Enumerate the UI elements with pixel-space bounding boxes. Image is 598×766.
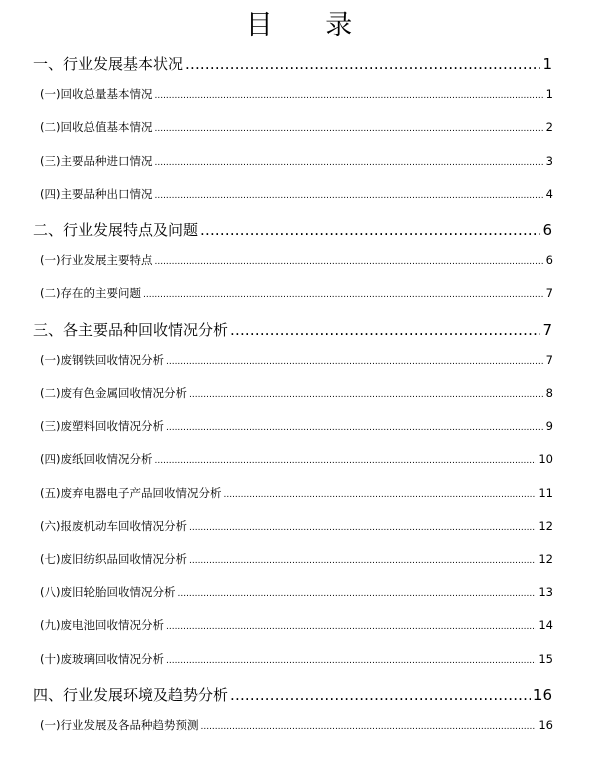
toc-dot-leader [154, 456, 536, 466]
toc-entry-number: (四) [40, 452, 61, 467]
toc-entry-number: 二、 [33, 221, 64, 239]
toc-page-number: 12 [538, 552, 553, 566]
toc-section-entry[interactable] [40, 584, 553, 600]
toc-page-number: 13 [538, 585, 553, 600]
toc-page-number: 6 [545, 253, 553, 268]
toc-entry-number: 三、 [33, 320, 64, 339]
toc-entry-number: (二) [40, 120, 61, 135]
toc-section-entry[interactable] [40, 485, 553, 501]
toc-entry-number: 一、 [33, 55, 64, 73]
toc-dot-leader [154, 191, 543, 201]
toc-section-entry[interactable] [40, 617, 553, 633]
toc-page-number: 15 [538, 651, 553, 666]
toc-entry-number: (六) [40, 518, 61, 533]
toc-dot-leader [189, 390, 544, 400]
toc-dot-leader [166, 622, 536, 632]
toc-section-entry[interactable] [40, 86, 553, 102]
toc-page-number: 6 [542, 221, 552, 239]
toc-entry-text: 行业发展基本状况 [63, 55, 184, 73]
toc-page-number: 9 [545, 419, 553, 434]
toc-entry-text: 主要品种进口情况 [60, 153, 153, 168]
toc-dot-leader [230, 321, 540, 339]
toc-dot-leader [230, 686, 531, 704]
toc-page-number: 8 [545, 386, 553, 400]
toc-section-entry[interactable] [40, 551, 553, 567]
toc-entry-number: (三) [40, 419, 61, 434]
toc-entry-text: 废弃电器电子产品回收情况分析 [60, 485, 222, 500]
toc-entry-text: 报废机动车回收情况分析 [60, 518, 187, 533]
toc-page-number: 3 [545, 153, 553, 168]
toc-dot-leader [185, 55, 540, 73]
toc-chapter-entry[interactable] [33, 319, 552, 340]
toc-chapter-entry[interactable] [33, 219, 552, 240]
toc-entry-number: (二) [40, 286, 61, 301]
toc-page-number: 14 [538, 618, 553, 633]
toc-dot-leader [189, 523, 536, 533]
toc-entry-text: 废旧轮胎回收情况分析 [60, 585, 176, 600]
toc-entry-text: 行业发展及各品种趋势预测 [60, 718, 199, 732]
toc-page-number: 7 [542, 320, 552, 339]
toc-entry-text: 废有色金属回收情况分析 [60, 386, 187, 400]
toc-dot-leader [200, 722, 536, 732]
toc-entry-text: 废玻璃回收情况分析 [60, 651, 164, 666]
toc-chapter-entry[interactable] [33, 53, 552, 74]
toc-section-entry[interactable] [40, 385, 553, 401]
toc-section-entry[interactable] [40, 252, 553, 268]
toc-entry-number: (五) [40, 485, 61, 500]
toc-entry-number: (一) [40, 718, 61, 732]
toc-entry-text: 废旧纺织品回收情况分析 [60, 552, 187, 566]
toc-entry-text: 行业发展特点及问题 [63, 221, 199, 239]
toc-entry-text: 存在的主要问题 [60, 286, 141, 301]
toc-dot-leader [154, 91, 543, 101]
toc-dot-leader [189, 556, 536, 566]
toc-dot-leader [177, 589, 536, 599]
toc-page-number: 11 [538, 485, 553, 500]
toc-entry-text: 主要品种出口情况 [60, 186, 153, 201]
toc-section-entry[interactable] [40, 153, 553, 169]
toc-entry-text: 行业发展环境及趋势分析 [63, 685, 229, 704]
toc-entry-number: (一) [40, 87, 61, 102]
toc-entry-text: 废钢铁回收情况分析 [60, 352, 164, 367]
toc-dot-leader [154, 158, 543, 168]
toc-entry-text: 废电池回收情况分析 [60, 618, 164, 633]
toc-section-entry[interactable] [40, 352, 553, 368]
toc-entry-number: (三) [40, 153, 61, 168]
toc-section-entry[interactable] [40, 451, 553, 467]
toc-section-entry[interactable] [40, 651, 553, 667]
toc-entry-text: 回收总值基本情况 [60, 120, 153, 135]
toc-entry-number: (九) [40, 618, 61, 633]
toc-page-number: 1 [542, 55, 552, 73]
toc-dot-leader [166, 357, 544, 367]
toc-entry-text: 各主要品种回收情况分析 [63, 320, 229, 339]
toc-section-entry[interactable] [40, 518, 553, 534]
toc-dot-leader [223, 490, 536, 500]
toc-entry-text: 行业发展主要特点 [60, 253, 153, 268]
toc-entry-number: 四、 [33, 685, 64, 704]
toc-dot-leader [166, 656, 536, 666]
toc-entry-number: (四) [40, 186, 61, 201]
toc-dot-leader [166, 423, 544, 433]
toc-page-number: 16 [538, 718, 553, 732]
toc-dot-leader [200, 221, 540, 239]
toc-page-number: 1 [545, 87, 553, 102]
toc-page-number: 4 [545, 186, 553, 201]
toc-page-number: 7 [545, 352, 553, 367]
toc-chapter-entry[interactable] [33, 684, 552, 705]
toc-dot-leader [154, 124, 543, 134]
toc-page-number: 16 [532, 685, 552, 704]
toc-page-number: 10 [538, 452, 553, 467]
toc-section-entry[interactable] [40, 418, 553, 434]
toc-entry-number: (一) [40, 352, 61, 367]
toc-section-entry[interactable] [40, 717, 553, 733]
toc-entry-text: 回收总量基本情况 [60, 87, 153, 102]
toc-entry-number: (一) [40, 253, 61, 268]
toc-title: 目 录 [245, 10, 375, 41]
toc-dot-leader [143, 290, 544, 300]
toc-dot-leader [154, 257, 543, 267]
toc-section-entry[interactable] [40, 285, 553, 301]
toc-entry-text: 废塑料回收情况分析 [60, 419, 164, 434]
toc-entry-text: 废纸回收情况分析 [60, 452, 153, 467]
toc-page-number: 12 [538, 518, 553, 533]
toc-section-entry[interactable] [40, 119, 553, 135]
toc-page-number: 2 [545, 120, 553, 135]
toc-entry-number: (七) [40, 552, 61, 566]
toc-page-number: 7 [545, 286, 553, 301]
toc-section-entry[interactable] [40, 186, 553, 202]
toc-entry-number: (十) [40, 651, 61, 666]
toc-entry-number: (八) [40, 585, 61, 600]
toc-entry-number: (二) [40, 386, 61, 400]
